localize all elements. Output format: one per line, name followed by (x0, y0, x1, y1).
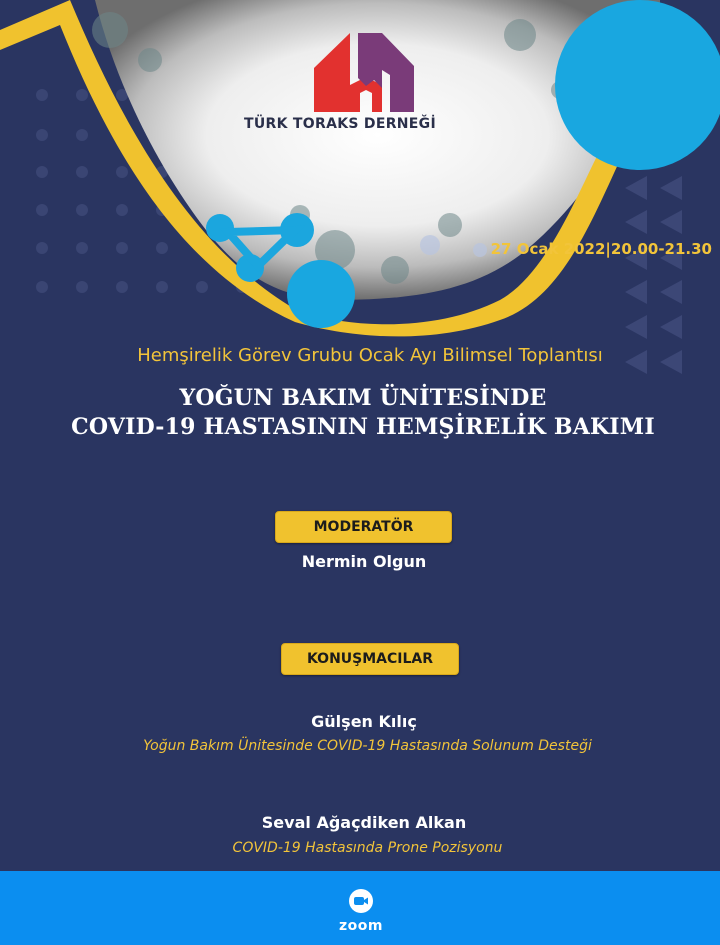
speaker-2-name: Seval Ağaçdiken Alkan (261, 813, 467, 832)
speaker-2-topic: COVID-19 Hastasında Prone Pozisyonu (232, 840, 503, 856)
moderator-label: MODERATÖR (275, 511, 452, 543)
event-title-line-1: YOĞUN BAKIM ÜNİTESİNDE (179, 385, 547, 411)
cyan-circle-top-right (555, 0, 720, 170)
organization-name: TÜRK TORAKS DERNEĞİ (244, 116, 436, 132)
event-title-line-2: COVID-19 HASTASININ HEMŞİRELİK BAKIMI (71, 414, 655, 440)
moderator-name: Nermin Olgun (301, 552, 427, 571)
camera-icon (349, 889, 373, 913)
turk-toraks-logo (310, 30, 416, 114)
speaker-1-topic: Yoğun Bakım Ünitesinde COVID-19 Hastasında Solunum Desteği (143, 738, 592, 754)
cyan-circle-center (287, 260, 355, 328)
speakers-label: KONUŞMACILAR (281, 643, 459, 675)
event-date-time: 27 Ocak 2022|20.00-21.30 (490, 240, 712, 258)
zoom-logo-text: zoom (339, 918, 383, 934)
speaker-1-name: Gülşen Kılıç (311, 712, 417, 731)
event-subtitle: Hemşirelik Görev Grubu Ocak Ayı Bilimsel Toplantısı (137, 345, 603, 366)
